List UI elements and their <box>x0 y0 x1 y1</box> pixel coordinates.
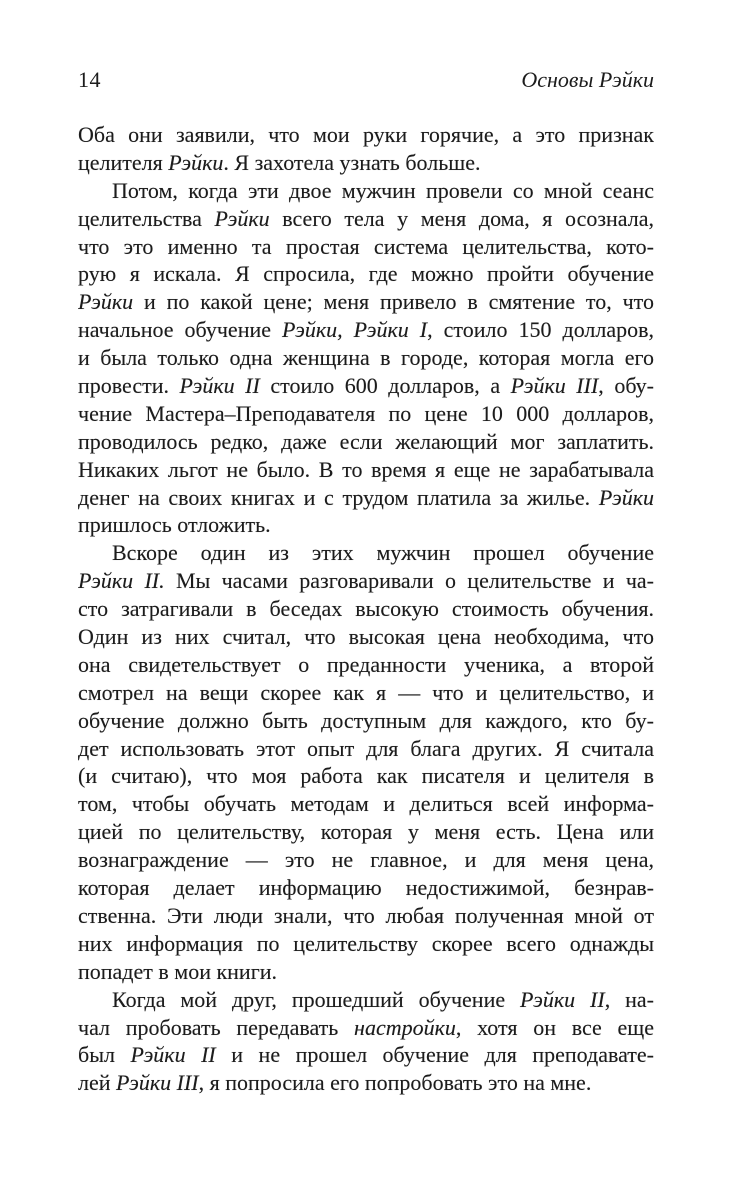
page-header <box>78 66 654 94</box>
text-line: ственна. Эти люди знали, что любая полученная мной от <box>78 902 654 928</box>
text-line: пришлось отложить. <box>78 512 271 538</box>
text-line: Один из них считал, что высокая цена необходима, что <box>78 624 654 650</box>
text-line: Оба они заявили, что мои руки горячие, а это признак <box>78 122 654 147</box>
text-line: проводилось редко, даже если желающий мог заплатить. <box>78 428 654 454</box>
text-line: денег на своих книгах и с трудом платила за жилье. Рэйки <box>78 484 654 510</box>
text-line: дет использовать этот опыт для блага других. Я считала <box>78 735 654 761</box>
running-title: Основы Рэйки <box>521 67 654 92</box>
text-line: чал пробовать передавать настройки, хотя он все еще <box>78 1014 654 1040</box>
paragraph <box>78 177 654 540</box>
text-line: Когда мой друг, прошедший обучение Рэйки II, на- <box>112 986 654 1012</box>
text-line: рую я искала. Я спросила, где можно пройти обучение <box>78 261 654 287</box>
text-line: (и считаю), что моя работа как писателя и целителя в <box>78 763 654 789</box>
text-line: что это именно та простая система целительства, кото- <box>78 233 654 259</box>
text-line: них информация по целительству скорее всего однажды <box>78 930 654 956</box>
text-line: сто затрагивали в беседах высокую стоимость обучения. <box>78 596 654 622</box>
paragraph <box>78 986 654 1098</box>
text-line: целительства Рэйки всего тела у меня дома, я осознала, <box>78 205 654 231</box>
text-line: был Рэйки II и не прошел обучение для преподавате- <box>78 1042 654 1068</box>
paragraph <box>78 539 654 985</box>
text-line: Вскоре один из этих мужчин прошел обучение <box>112 540 654 566</box>
paragraph <box>78 121 654 177</box>
text-line: смотрел на вещи скорее как я — что и целительство, и <box>78 679 654 705</box>
text-line: чение Мастера–Преподавателя по цене 10 000 долларов, <box>78 400 654 426</box>
text-line: и была только одна женщина в городе, которая могла его <box>78 345 654 371</box>
text-line: она свидетельствует о преданности ученика, а второй <box>78 651 654 677</box>
page-number: 14 <box>78 67 101 92</box>
text-line: провести. Рэйки II стоило 600 долларов, а Рэйки III, обу- <box>78 373 654 399</box>
text-line: попадет в мои книги. <box>78 958 277 984</box>
text-line: обучение должно быть доступным для каждого, кто бу- <box>78 707 654 733</box>
text-line: лей Рэйки III, я попросила его попробовать это на мне. <box>78 1070 592 1096</box>
text-line: вознаграждение — это не главное, и для меня цена, <box>78 847 654 873</box>
page-body <box>78 121 654 1097</box>
text-line: целителя Рэйки. Я захотела узнать больше. <box>78 149 481 175</box>
text-line: Никаких льгот не было. В то время я еще не зарабатывала <box>78 456 654 482</box>
text-line: начальное обучение Рэйки, Рэйки I, стоило 150 долларов, <box>78 317 654 343</box>
text-line: том, чтобы обучать методам и делиться всей информа- <box>78 791 654 817</box>
text-line: Рэйки II. Мы часами разговаривали о целительстве и ча- <box>78 568 654 594</box>
text-line: Потом, когда эти двое мужчин провели со мной сеанс <box>112 177 654 203</box>
text-line: цией по целительству, которая у меня есть. Цена или <box>78 819 654 845</box>
text-line: Рэйки и по какой цене; меня привело в смятение то, что <box>78 289 654 315</box>
text-line: которая делает информацию недостижимой, безнрав- <box>78 875 654 901</box>
